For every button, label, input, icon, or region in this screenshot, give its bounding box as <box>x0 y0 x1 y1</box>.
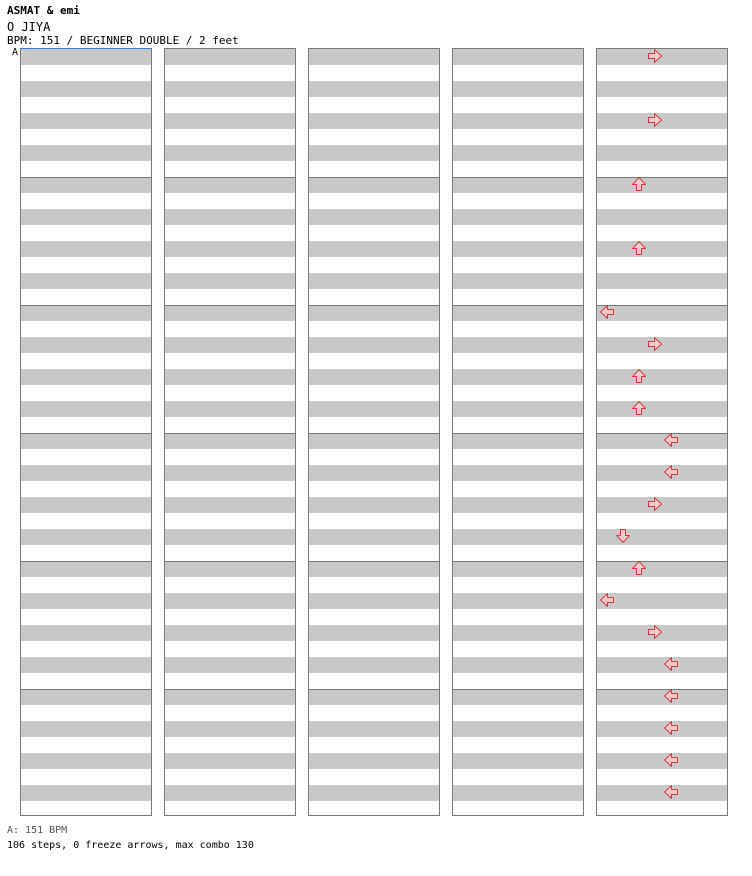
measure-line <box>165 177 295 178</box>
beat-band <box>165 49 295 65</box>
arrow-left-icon <box>663 464 679 480</box>
beat-band <box>453 369 583 385</box>
song-title: O JIYA <box>7 20 51 34</box>
beat-band <box>597 241 727 257</box>
beat-band <box>309 625 439 641</box>
beat-band <box>453 465 583 481</box>
measure-line <box>165 433 295 434</box>
beat-band <box>597 785 727 801</box>
beat-band <box>309 465 439 481</box>
beat-band <box>597 145 727 161</box>
beat-band <box>309 657 439 673</box>
measure-line <box>597 305 727 306</box>
measure-line <box>21 689 151 690</box>
measure-line <box>453 561 583 562</box>
beat-band <box>21 689 151 705</box>
beat-band <box>309 273 439 289</box>
beat-band <box>309 753 439 769</box>
beat-band <box>165 657 295 673</box>
beat-band <box>21 625 151 641</box>
beat-band <box>165 241 295 257</box>
bpm-change-marker: A <box>12 47 19 58</box>
beat-band <box>21 81 151 97</box>
beat-band <box>165 465 295 481</box>
arrow-up-icon <box>631 240 647 256</box>
beat-band <box>597 177 727 193</box>
beat-band <box>165 497 295 513</box>
beat-band <box>309 785 439 801</box>
beat-band <box>21 145 151 161</box>
beat-band <box>453 657 583 673</box>
beat-band <box>309 177 439 193</box>
beat-band <box>21 721 151 737</box>
measure-line <box>21 433 151 434</box>
chart-column <box>308 48 440 816</box>
chart-column <box>164 48 296 816</box>
beat-band <box>21 209 151 225</box>
beat-band <box>309 689 439 705</box>
beat-band <box>21 433 151 449</box>
beat-band <box>309 561 439 577</box>
beat-band <box>165 401 295 417</box>
beat-band <box>453 305 583 321</box>
beat-band <box>21 113 151 129</box>
beat-band <box>309 433 439 449</box>
beat-band <box>309 401 439 417</box>
measure-line <box>453 689 583 690</box>
beat-band <box>21 497 151 513</box>
measure-line <box>453 177 583 178</box>
beat-band <box>309 369 439 385</box>
arrow-up-icon <box>631 560 647 576</box>
chart-info: BPM: 151 / BEGINNER DOUBLE / 2 feet <box>7 34 239 47</box>
beat-band <box>21 305 151 321</box>
measure-line <box>453 305 583 306</box>
chart-column <box>452 48 584 816</box>
beat-band <box>21 753 151 769</box>
beat-band <box>453 593 583 609</box>
arrow-left-icon <box>663 752 679 768</box>
beat-band <box>309 209 439 225</box>
beat-band <box>21 177 151 193</box>
beat-band <box>453 177 583 193</box>
measure-line <box>21 177 151 178</box>
bpm-change-line <box>20 48 152 49</box>
beat-band <box>597 209 727 225</box>
beat-band <box>453 273 583 289</box>
beat-band <box>453 433 583 449</box>
beat-band <box>597 273 727 289</box>
step-stats: 106 steps, 0 freeze arrows, max combo 130 <box>7 840 254 851</box>
beat-band <box>309 145 439 161</box>
arrow-left-icon <box>663 720 679 736</box>
beat-band <box>165 529 295 545</box>
beat-band <box>597 433 727 449</box>
beat-band <box>453 529 583 545</box>
beat-band <box>309 721 439 737</box>
beat-band <box>165 145 295 161</box>
beat-band <box>21 241 151 257</box>
arrow-left-icon <box>663 656 679 672</box>
beat-band <box>597 401 727 417</box>
beat-band <box>597 753 727 769</box>
measure-line <box>309 305 439 306</box>
beat-band <box>165 273 295 289</box>
beat-band <box>309 81 439 97</box>
measure-line <box>597 177 727 178</box>
measure-line <box>309 561 439 562</box>
beat-band <box>309 337 439 353</box>
beat-band <box>21 401 151 417</box>
beat-band <box>21 561 151 577</box>
beat-band <box>597 657 727 673</box>
beat-band <box>453 785 583 801</box>
beat-band <box>453 81 583 97</box>
beat-band <box>453 337 583 353</box>
beat-band <box>453 689 583 705</box>
beat-band <box>453 401 583 417</box>
beat-band <box>453 721 583 737</box>
beat-band <box>21 273 151 289</box>
beat-band <box>309 49 439 65</box>
measure-line <box>597 689 727 690</box>
beat-band <box>453 625 583 641</box>
measure-line <box>21 561 151 562</box>
beat-band <box>21 593 151 609</box>
beat-band <box>21 465 151 481</box>
beat-band <box>453 209 583 225</box>
beat-band <box>165 593 295 609</box>
beat-band <box>165 785 295 801</box>
measure-line <box>597 433 727 434</box>
arrow-left-icon <box>663 784 679 800</box>
measure-line <box>453 433 583 434</box>
arrow-up-icon <box>631 176 647 192</box>
beat-band <box>21 337 151 353</box>
beat-band <box>165 689 295 705</box>
beat-band <box>309 305 439 321</box>
beat-band <box>21 785 151 801</box>
beat-band <box>165 721 295 737</box>
measure-line <box>597 561 727 562</box>
arrow-right-icon <box>647 624 663 640</box>
beat-band <box>21 657 151 673</box>
measure-line <box>165 305 295 306</box>
measure-line <box>309 689 439 690</box>
arrow-left-icon <box>599 592 615 608</box>
beat-band <box>165 753 295 769</box>
beat-band <box>453 49 583 65</box>
artist-name: ASMAT & emi <box>7 4 80 17</box>
beat-band <box>453 241 583 257</box>
arrow-up-icon <box>631 400 647 416</box>
measure-line <box>309 177 439 178</box>
beat-band <box>309 497 439 513</box>
arrow-left-icon <box>663 688 679 704</box>
beat-band <box>165 561 295 577</box>
arrow-right-icon <box>647 336 663 352</box>
beat-band <box>21 529 151 545</box>
beat-band <box>309 113 439 129</box>
measure-line <box>21 305 151 306</box>
arrow-right-icon <box>647 112 663 128</box>
beat-band <box>309 529 439 545</box>
beat-band <box>165 177 295 193</box>
beat-band <box>453 113 583 129</box>
beat-band <box>597 81 727 97</box>
beat-band <box>453 753 583 769</box>
beat-band <box>165 209 295 225</box>
beat-band <box>165 305 295 321</box>
arrow-up-icon <box>631 368 647 384</box>
measure-line <box>165 561 295 562</box>
measure-line <box>165 689 295 690</box>
beat-band <box>597 593 727 609</box>
beat-band <box>165 625 295 641</box>
beat-band <box>165 113 295 129</box>
beat-band <box>597 305 727 321</box>
beat-band <box>453 145 583 161</box>
beat-band <box>165 433 295 449</box>
beat-band <box>21 49 151 65</box>
arrow-down-icon <box>615 528 631 544</box>
beat-band <box>597 465 727 481</box>
beat-band <box>597 689 727 705</box>
beat-band <box>165 369 295 385</box>
arrow-left-icon <box>663 432 679 448</box>
beat-band <box>597 721 727 737</box>
arrow-right-icon <box>647 496 663 512</box>
beat-band <box>165 337 295 353</box>
beat-band <box>309 593 439 609</box>
beat-band <box>21 369 151 385</box>
beat-band <box>453 497 583 513</box>
beat-band <box>453 561 583 577</box>
beat-band <box>597 561 727 577</box>
chart-column <box>20 48 152 816</box>
chart-column <box>596 48 728 816</box>
bpm-legend: A: 151 BPM <box>7 825 68 836</box>
beat-band <box>165 81 295 97</box>
arrow-right-icon <box>647 48 663 64</box>
arrow-left-icon <box>599 304 615 320</box>
beat-band <box>597 369 727 385</box>
measure-line <box>309 433 439 434</box>
beat-band <box>309 241 439 257</box>
